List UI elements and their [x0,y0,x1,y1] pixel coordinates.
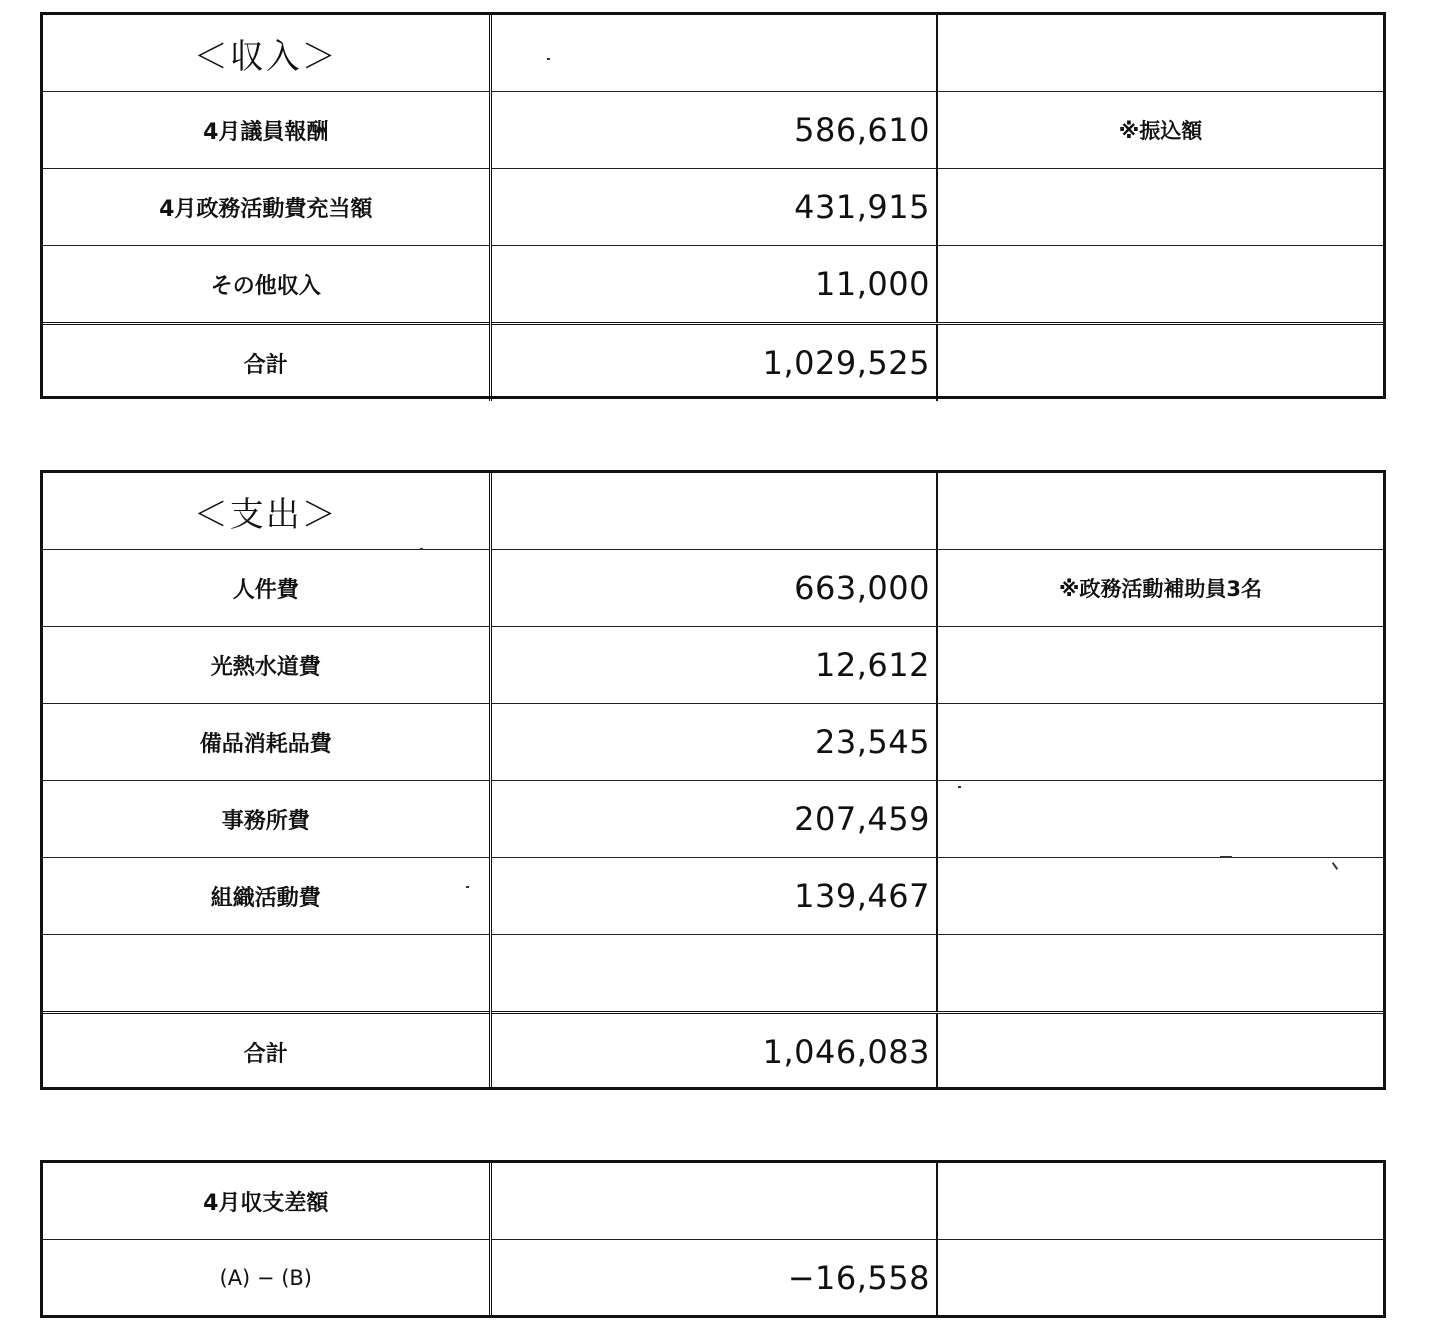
expense-header-row [43,473,1383,550]
expense-row-label: 人件費 [43,550,490,627]
expense-row-amount: 12,612 [490,627,937,704]
expense-empty-label [43,935,490,1013]
expense-row [43,858,1383,935]
income-row-amount: 431,915 [490,169,937,246]
balance-formula: (A) − (B) [43,1240,490,1317]
income-total-amount: 1,029,525 [490,324,937,402]
expense-empty-note [937,935,1383,1013]
expense-row-note [937,858,1383,935]
expense-header-empty-amount [490,473,937,550]
expense-row-note [937,627,1383,704]
scan-speck [547,58,550,60]
balance-formula-row [43,1240,1383,1317]
expense-row [43,704,1383,781]
expense-row [43,550,1383,627]
scan-speck [466,886,469,888]
income-header-empty-note [937,15,1383,92]
income-row [43,169,1383,246]
expense-row-note [937,781,1383,858]
expense-row-label: 組織活動費 [43,858,490,935]
income-header-row [43,15,1383,92]
income-total-note [937,324,1383,402]
expense-row-note [937,704,1383,781]
expense-table [40,470,1386,1090]
expense-total-amount: 1,046,083 [490,1013,937,1091]
balance-table [40,1160,1386,1318]
expense-row [43,781,1383,858]
income-row-note [937,246,1383,324]
income-row-amount: 586,610 [490,92,937,169]
scan-speck [958,786,961,788]
expense-row [43,627,1383,704]
expense-total-note [937,1013,1383,1091]
expense-header-empty-note [937,473,1383,550]
scan-speck [420,548,423,550]
expense-header: ＜支出＞ [43,473,490,550]
income-table [40,12,1386,399]
balance-title-empty-note [937,1163,1383,1240]
expense-row-label: 光熱水道費 [43,627,490,704]
income-row-label: その他収入 [43,246,490,324]
income-row-note [937,169,1383,246]
expense-row-label: 備品消耗品費 [43,704,490,781]
balance-amount: −16,558 [490,1240,937,1317]
income-header: ＜収入＞ [43,15,490,92]
expense-empty-amount [490,935,937,1013]
expense-row-label: 事務所費 [43,781,490,858]
expense-row-amount: 207,459 [490,781,937,858]
balance-note [937,1240,1383,1317]
balance-title-row [43,1163,1383,1240]
income-total-row [43,324,1383,402]
income-row-label: 4月政務活動費充当額 [43,169,490,246]
income-row [43,246,1383,324]
expense-total-label: 合計 [43,1013,490,1091]
income-header-empty-amount [490,15,937,92]
income-row-label: 4月議員報酬 [43,92,490,169]
expense-total-row [43,1013,1383,1091]
expense-row-amount: 663,000 [490,550,937,627]
expense-row-amount: 23,545 [490,704,937,781]
income-row [43,92,1383,169]
expense-row-amount: 139,467 [490,858,937,935]
expense-empty-row [43,935,1383,1013]
income-total-label: 合計 [43,324,490,402]
expense-row-note: ※政務活動補助員3名 [937,550,1383,627]
income-row-note: ※振込額 [937,92,1383,169]
balance-title: 4月収支差額 [43,1163,490,1240]
scan-speck [1220,856,1232,858]
income-row-amount: 11,000 [490,246,937,324]
balance-title-empty-amount [490,1163,937,1240]
